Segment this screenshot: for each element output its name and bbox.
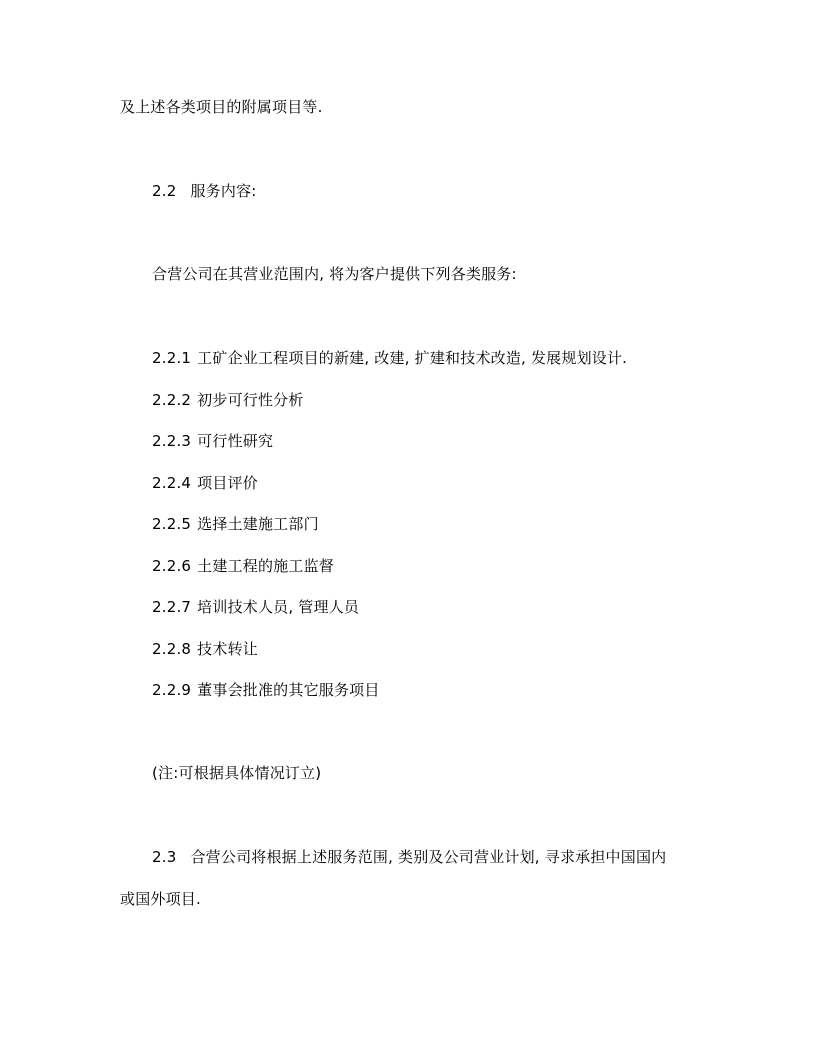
section-2-3-paragraph [152, 847, 666, 867]
item-number: 2.2.7 [152, 598, 192, 616]
list-item [152, 473, 258, 493]
section-2-2-heading [152, 181, 257, 201]
section-number: 2.2 [152, 182, 177, 200]
list-item [152, 556, 334, 576]
item-text: 培训技术人员, 管理人员 [197, 598, 360, 616]
item-text: 土建工程的施工监督 [197, 557, 334, 575]
lead-in-paragraph [152, 264, 517, 284]
item-text: 初步可行性分析 [197, 391, 304, 409]
section-2-3-continuation [120, 889, 201, 909]
section-title: 服务内容: [190, 182, 257, 200]
item-number: 2.2.5 [152, 515, 192, 533]
item-number: 2.2.4 [152, 474, 192, 492]
item-text: 董事会批准的其它服务项目 [197, 681, 380, 699]
intro-text: 及上述各类项目的附属项目等. [120, 98, 323, 116]
list-item [152, 390, 304, 410]
item-number: 2.2.3 [152, 432, 192, 450]
list-item [152, 348, 627, 368]
list-item [152, 680, 380, 700]
item-number: 2.2.8 [152, 640, 192, 658]
list-item [152, 431, 273, 451]
section-number: 2.3 [152, 848, 177, 866]
note [152, 763, 321, 783]
item-text: 可行性研究 [197, 432, 274, 450]
list-item [152, 514, 319, 534]
item-number: 2.2.1 [152, 349, 192, 367]
list-item [152, 597, 359, 617]
item-text: 技术转让 [197, 640, 258, 658]
item-number: 2.2.6 [152, 557, 192, 575]
item-text: 选择土建施工部门 [197, 515, 319, 533]
item-number: 2.2.2 [152, 391, 192, 409]
note-text: (注:可根据具体情况订立) [152, 764, 322, 782]
item-text: 工矿企业工程项目的新建, 改建, 扩建和技术改造, 发展规划设计. [197, 349, 628, 367]
intro-line [120, 97, 323, 117]
lead-in-text: 合营公司在其营业范围内, 将为客户提供下列各类服务: [152, 265, 517, 283]
item-text: 项目评价 [197, 474, 258, 492]
list-item [152, 639, 258, 659]
section-text-line2: 或国外项目. [120, 890, 201, 908]
section-text-line1: 合营公司将根据上述服务范围, 类别及公司营业计划, 寻求承担中国国内 [190, 848, 667, 866]
item-number: 2.2.9 [152, 681, 192, 699]
